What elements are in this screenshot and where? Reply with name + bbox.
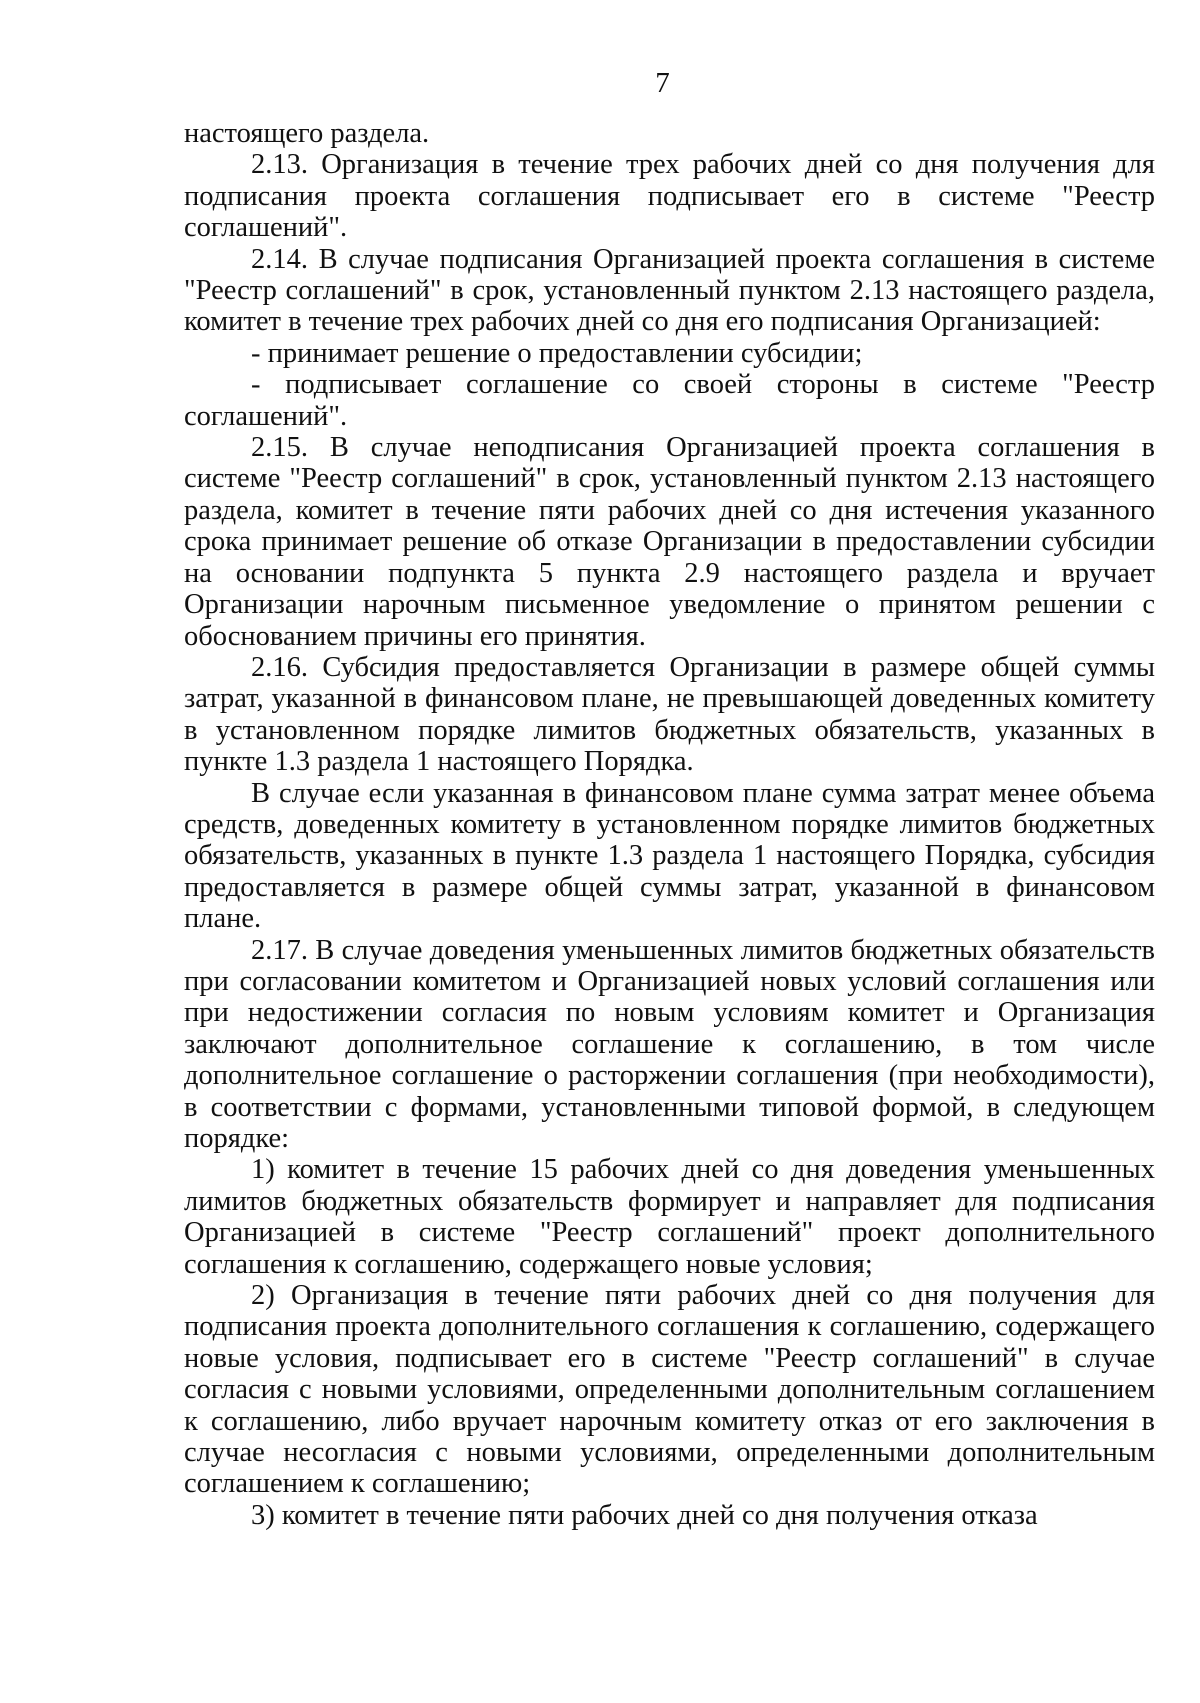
paragraph-2-16: 2.16. Субсидия предоставляется Организации в размере общей суммы затрат, указанной в финансовом плане, не превышающей доведенных комитету в установленном порядке лимитов бюджетных обязательств, указанных в пункте 1.3 раздела 1 настоящего Порядка. [184,651,1155,778]
list-item-sign-agreement: - подписывает соглашение со своей стороны в системе "Реестр соглашений". [184,369,1155,432]
paragraph-continuation: настоящего раздела. [184,118,430,149]
paragraph-2-14: 2.14. В случае подписания Организацией проекта соглашения в системе "Реестр соглашений" в срок, установленный пунктом 2.13 настоящего раздела, комитет в течение трех рабочих дней со дня его подписания Организацией: [184,243,1155,338]
list-item-1: 1) комитет в течение 15 рабочих дней со дня доведения уменьшенных лимитов бюджетных обязательств формирует и направляет для подписания Организацией в системе "Реестр соглашений" проект дополнительного соглашения к соглашению, содержащего новые условия; [184,1154,1155,1280]
document-body [184,118,1155,1531]
paragraph-2-17: 2.17. В случае доведения уменьшенных лимитов бюджетных обязательств при согласовании комитетом и Организацией новых условий соглашения или при недостижении согласия по новым условиям комитет и Организация заключают дополнительное соглашение к соглашению, в том числе дополнительное соглашение о расторжении соглашения (при необходимости), в соответствии с формами, установленными типовой формой, в следующем порядке: [184,934,1155,1154]
list-item-3: 3) комитет в течение пяти рабочих дней со дня получения отказа [251,1499,1038,1531]
paragraph-2-16-cont: В случае если указанная в финансовом плане сумма затрат менее объема средств, доведенных комитету в установленном порядке лимитов бюджетных обязательств, указанных в пункте 1.3 раздела 1 настоящего Порядка, субсидия предоставляется в размере общей суммы затрат, указанной в финансовом плане. [184,777,1155,935]
paragraph-2-15: 2.15. В случае неподписания Организацией проекта соглашения в системе "Реестр соглашений" в срок, установленный пунктом 2.13 настоящего раздела, комитет в течение пяти рабочих дней со дня истечения указанного срока принимает решение об отказе Организации в предоставлении субсидии на основании подпункта 5 пункта 2.9 настоящего раздела и вручает Организации нарочным письменное уведомление о принятом решении с обоснованием причины его принятия. [184,432,1155,652]
page-number: 7 [655,67,670,99]
list-item-accept-decision: - принимает решение о предоставлении субсидии; [251,337,863,369]
list-item-2: 2) Организация в течение пяти рабочих дней со дня получения для подписания проекта дополнительного соглашения к соглашению, содержащего новые условия, подписывает его в системе "Реестр соглашений" в случае согласия с новыми условиями, определенными дополнительным соглашением к соглашению, либо вручает нарочным комитету отказ от его заключения в случае несогласия с новыми условиями, определенными дополнительным соглашением к соглашению; [184,1280,1155,1500]
paragraph-2-13: 2.13. Организация в течение трех рабочих дней со дня получения для подписания проекта соглашения подписывает его в системе "Реестр соглашений". [184,149,1155,244]
